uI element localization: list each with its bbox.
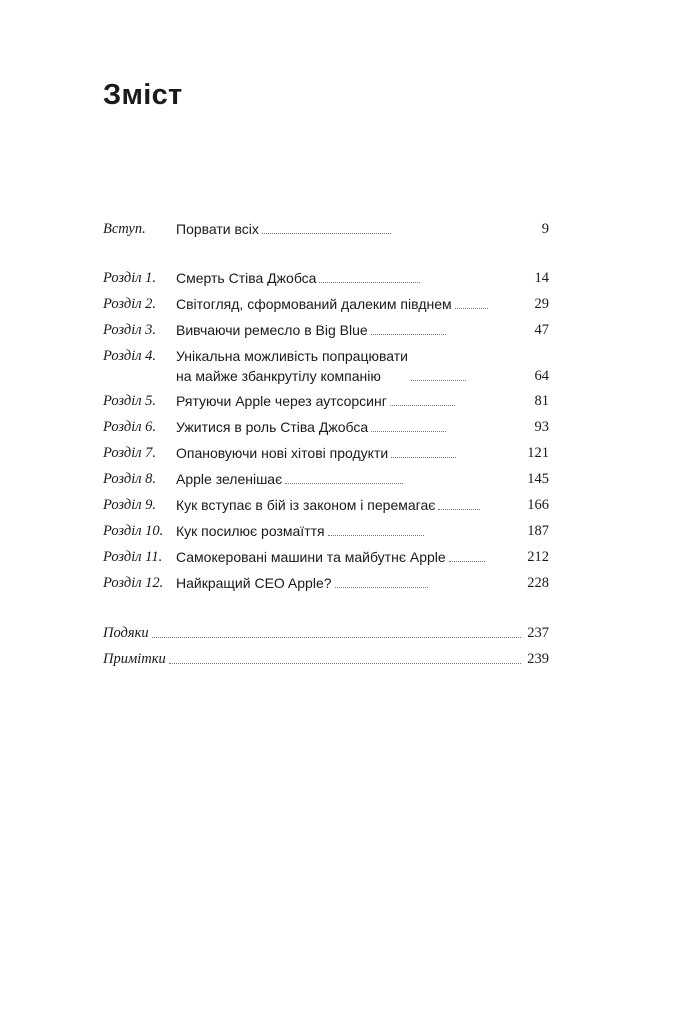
toc-entry-label: Розділ 5. [103,393,157,409]
toc-entry-title: Apple зеленішає [176,471,283,487]
dot-leader [152,636,521,638]
toc-entry-page: 239 [527,651,549,667]
dot-leader [169,662,521,664]
toc-entry-chapter-12 [103,573,549,593]
toc-entry-title: Кук посилює розмаїття [176,523,325,539]
toc-entry-label: Розділ 1. [103,270,157,286]
toc-entry-page: 237 [527,625,549,641]
toc-entry-page: 187 [527,523,550,539]
toc-entry-page: 121 [527,445,549,461]
toc-entry-label: Розділ 4. [103,348,157,364]
toc-entry-chapter-1 [103,268,549,288]
toc-entry-chapter-9 [103,495,549,515]
toc-entry-label: Вступ. [103,221,146,237]
toc-entry-chapter-2 [103,294,549,314]
dot-leader [411,379,466,381]
toc-entry-chapter-7 [103,443,549,463]
toc-entry-title: Смерть Стіва Джобса [176,270,317,286]
toc-entry-page: 93 [534,419,550,435]
dot-leader [455,307,488,309]
page-title: Зміст [103,79,183,111]
dot-leader [285,482,403,484]
toc-entry-page: 47 [534,322,550,338]
toc-entry-page: 29 [534,296,549,312]
toc-entry-chapter-10 [103,521,549,541]
toc-entry-page: 64 [534,368,550,384]
toc-entry-page: 228 [527,575,550,591]
toc-entry-title: Кук вступає в бій із законом і перемагає [176,497,436,513]
dot-leader [328,534,425,536]
toc-entry-page: 81 [534,393,549,409]
toc-entry-label: Розділ 9. [103,497,157,513]
toc-entry-title: Рятуючи Apple через аутсорсинг [176,393,387,409]
dot-leader [371,430,446,432]
toc-entry-label: Розділ 3. [103,322,157,338]
dot-leader [438,508,479,510]
toc-entry-chapter-5 [103,391,549,411]
toc-entry-title: Найкращий CEO Apple? [176,575,332,591]
toc-entry-notes [103,649,549,669]
toc-entry-label: Розділ 2. [103,296,157,312]
toc-entry-label: Розділ 12. [103,575,164,591]
dot-leader [335,586,428,588]
dot-leader [262,232,392,234]
toc-entry-label: Розділ 7. [103,445,157,461]
toc-entry-title: Опановуючи нові хітові продукти [176,445,389,461]
toc-entry-label: Розділ 11. [103,549,163,565]
toc-entry-title: Унікальна можливість попрацювати на майже збанкрутілу компанію [176,348,408,384]
toc-entry-chapter-11 [103,547,549,567]
toc-entry-title: Вивчаючи ремесло в Big Blue [176,322,368,338]
toc-entry-title: Подяки [103,625,149,641]
toc-entry-acknowledgements [103,623,549,643]
dot-leader [391,456,456,458]
toc-entry-page: 14 [534,270,549,286]
toc-entry-label: Розділ 10. [103,523,164,539]
toc-entry-title: Порвати всіх [176,221,259,237]
dot-leader [449,560,485,562]
toc-entry-label: Розділ 6. [103,419,157,435]
toc-entry-title: Самокеровані машини та майбутнє Apple [176,549,446,565]
toc-entry-chapter-3 [103,320,549,340]
toc-entry-title: Ужитися в роль Стіва Джобса [176,419,369,435]
toc-entry-chapter-8 [103,469,549,489]
toc-entry-intro [103,219,549,239]
toc-entry-page: 212 [527,549,550,565]
toc-entry-label: Розділ 8. [103,471,157,487]
dot-leader [390,404,456,406]
toc-entry-page: 9 [541,221,549,237]
toc-entry-title: Світогляд, сформований далеким півднем [176,296,452,312]
toc-entry-page: 145 [527,471,549,487]
dot-leader [319,281,420,283]
toc-entry-page: 166 [527,497,550,513]
toc-entry-title: Примітки [103,651,166,667]
toc-entry-chapter-4 [103,346,549,386]
dot-leader [371,333,446,335]
toc-entry-chapter-6 [103,417,549,437]
